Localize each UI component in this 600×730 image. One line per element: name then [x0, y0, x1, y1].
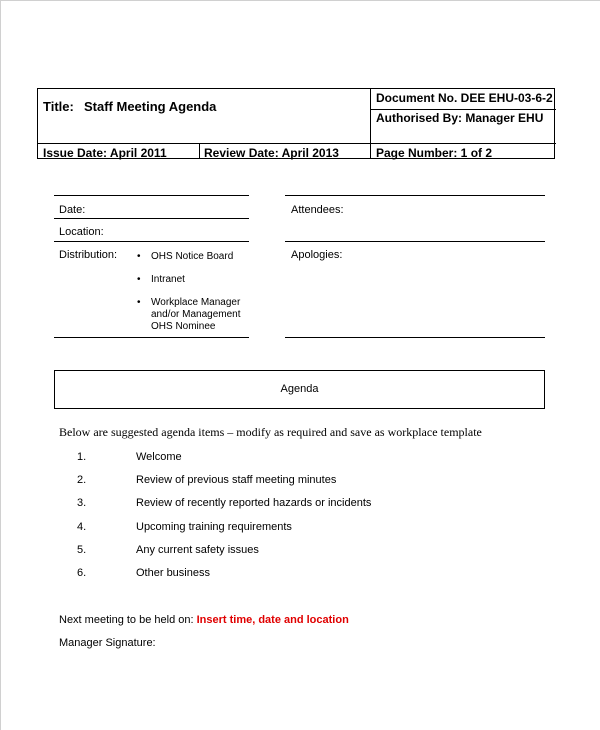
list-item-text: Intranet	[151, 274, 185, 285]
header-divider-dates	[199, 143, 200, 159]
review-date: Review Date: April 2013	[204, 146, 339, 160]
details-rule-top-right	[285, 195, 545, 196]
details-rule-top-left	[54, 195, 249, 196]
page-edge-top	[0, 0, 600, 1]
manager-signature-label: Manager Signature:	[59, 637, 156, 649]
agenda-item-text: Upcoming training requirements	[136, 520, 292, 533]
attendees-label: Attendees:	[291, 204, 344, 216]
agenda-item-text: Review of previous staff meeting minutes	[136, 474, 337, 487]
date-label: Date:	[59, 204, 86, 216]
next-meeting-placeholder: Insert time, date and location	[196, 614, 349, 626]
agenda-item-number: 5.	[77, 543, 87, 556]
bullet-icon: •	[137, 251, 141, 262]
details-rule-bottom-right	[285, 337, 545, 338]
bullet-icon: •	[137, 297, 141, 308]
header-divider-right-2	[370, 143, 556, 144]
list-item-text: Workplace Manager and/or Management OHS Nominee	[151, 297, 241, 332]
issue-date: Issue Date: April 2011	[43, 146, 167, 160]
list-item	[137, 297, 257, 333]
next-meeting-label: Next meeting to be held on:	[59, 614, 197, 626]
header-divider-left	[38, 143, 370, 144]
header-divider-right-1	[370, 109, 556, 110]
agenda-item-number: 6.	[77, 566, 87, 579]
list-item	[137, 251, 257, 263]
agenda-item-text: Any current safety issues	[136, 543, 259, 556]
apologies-label: Apologies:	[291, 249, 343, 261]
page-number: Page Number: 1 of 2	[376, 146, 493, 160]
page-edge-left	[0, 0, 1, 730]
date-rule	[54, 218, 249, 219]
agenda-heading-box	[54, 370, 545, 409]
location-label: Location:	[59, 226, 104, 238]
list-item-text: OHS Notice Board	[151, 251, 234, 262]
distribution-label: Distribution:	[59, 249, 118, 261]
details-rule-bottom-left	[54, 337, 249, 338]
agenda-item-text: Welcome	[136, 451, 182, 463]
agenda-intro: Below are suggested agenda items – modify as required and save as workplace template	[59, 425, 482, 439]
agenda-item-number: 4.	[77, 520, 87, 533]
distribution-list	[137, 251, 257, 344]
agenda-item-number: 3.	[77, 497, 87, 510]
document-header-table	[37, 88, 555, 159]
agenda-item-text: Review of recently reported hazards or incidents	[136, 497, 372, 510]
agenda-heading: Agenda	[280, 383, 319, 395]
next-meeting-line	[59, 614, 349, 626]
document-number: Document No. DEE EHU-03-6-2	[376, 91, 553, 105]
header-divider-vertical	[370, 89, 371, 159]
document-title: Staff Meeting Agenda	[84, 99, 217, 114]
agenda-item-text: Other business	[136, 566, 210, 579]
list-item	[137, 274, 257, 286]
agenda-item-number: 1.	[77, 451, 87, 463]
agenda-item-number: 2.	[77, 474, 87, 487]
location-rule	[54, 241, 249, 242]
authorised-by: Authorised By: Manager EHU	[376, 111, 544, 125]
title-label: Title:	[43, 99, 74, 114]
bullet-icon: •	[137, 274, 141, 285]
attendees-rule	[285, 241, 545, 242]
